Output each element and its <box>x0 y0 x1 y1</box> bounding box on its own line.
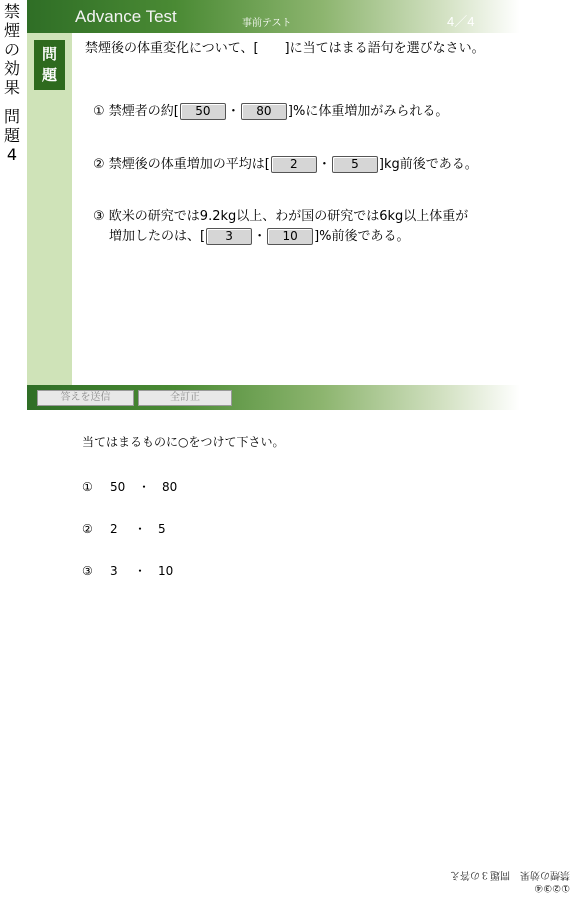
item-suffix: ]%に体重増加がみられる。 <box>287 104 449 119</box>
answer-row-1 <box>82 478 177 495</box>
option-50-button[interactable]: 50 <box>180 103 226 120</box>
question-badge <box>34 40 65 90</box>
header-subtitle: 事前テスト <box>242 18 292 29</box>
item-number: ① <box>93 104 105 119</box>
side-title-char: 煙 <box>3 21 20 40</box>
answer-option-b[interactable]: 80 <box>162 480 178 494</box>
question-item-1 <box>93 102 448 122</box>
side-title-char: 問 <box>3 107 20 126</box>
side-title-gap <box>2 97 22 107</box>
option-2-button[interactable]: 2 <box>271 156 317 173</box>
answer-row-2 <box>82 520 166 537</box>
answer-instruction: 当てはまるものに○をつけて下さい。 <box>82 435 285 449</box>
header-title: Advance Test <box>75 7 177 26</box>
answer-number: ③ <box>82 564 93 578</box>
answer-row-3 <box>82 562 173 579</box>
side-title-char: 効 <box>3 59 20 78</box>
separator: ・ <box>317 157 331 172</box>
answer-separator: ・ <box>138 480 151 494</box>
option-80-button[interactable]: 80 <box>241 103 287 120</box>
answer-option-a[interactable]: 3 <box>110 564 118 578</box>
answer-option-a[interactable]: 50 <box>110 480 126 494</box>
mirrored-line2: 禁煙の効果 問題３の答え <box>450 869 570 880</box>
item-suffix: ]%前後である。 <box>314 229 410 244</box>
side-title <box>2 2 22 164</box>
side-title-char: 4 <box>6 145 18 164</box>
side-title-char: の <box>3 40 20 59</box>
answer-option-b[interactable]: 10 <box>158 564 174 578</box>
submit-answer-button[interactable]: 答えを送信 <box>37 390 134 406</box>
item-prefix: 増加したのは、[ <box>109 229 206 244</box>
answer-separator: ・ <box>134 522 147 536</box>
item-prefix: 禁煙者の約[ <box>108 104 179 119</box>
side-title-char: 果 <box>3 78 20 97</box>
test-panel <box>27 0 520 410</box>
answer-number: ① <box>82 480 93 494</box>
option-3-button[interactable]: 3 <box>206 228 252 245</box>
answer-option-a[interactable]: 2 <box>110 522 118 536</box>
page-indicator: 4／4 <box>447 14 475 29</box>
side-title-char: 題 <box>3 126 20 145</box>
correct-all-button[interactable]: 全訂正 <box>138 390 232 406</box>
answer-option-b[interactable]: 5 <box>158 522 166 536</box>
item-suffix: ]kg前後である。 <box>378 157 478 172</box>
side-title-char: 禁 <box>3 2 20 21</box>
option-5-button[interactable]: 5 <box>332 156 378 173</box>
badge-char: 題 <box>41 66 57 84</box>
item-number: ② <box>93 157 105 172</box>
panel-header <box>27 0 520 33</box>
separator: ・ <box>226 104 240 119</box>
question-item-2 <box>93 155 478 175</box>
item-number: ③ <box>93 209 105 224</box>
question-text: 禁煙後の体重変化について、[ ]に当てはまる語句を選びなさい。 <box>85 41 485 56</box>
item-prefix: 禁煙後の体重増加の平均は[ <box>108 157 270 172</box>
answer-number: ② <box>82 522 93 536</box>
badge-char: 問 <box>41 45 57 63</box>
mirrored-answer-footer <box>440 858 570 894</box>
answer-separator: ・ <box>134 564 147 578</box>
mirrored-line1: ①②③④ <box>534 882 570 893</box>
option-10-button[interactable]: 10 <box>267 228 313 245</box>
item-text-line1: 欧米の研究では9.2kg以上、わが国の研究では6kg以上体重が <box>108 209 469 224</box>
question-item-3 <box>93 207 468 247</box>
separator: ・ <box>253 229 267 244</box>
